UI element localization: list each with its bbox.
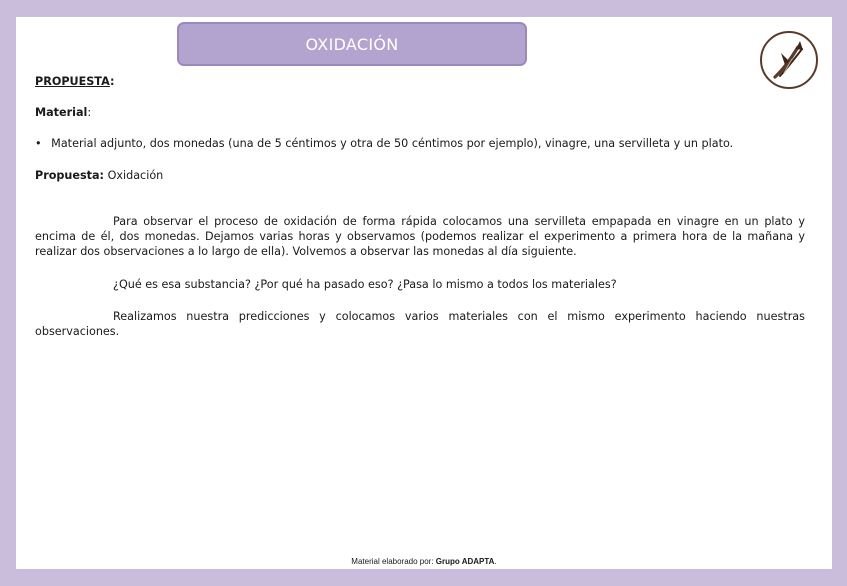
bullet: •: [35, 137, 42, 150]
paragraph-predictions: Realizamos nuestra predicciones y colocamos varios materiales con el mismo experimento haciendo nuestras observaciones.: [35, 310, 805, 338]
propuesta-heading: PROPUESTA: [35, 75, 110, 88]
material-item-text: Material adjunto, dos monedas (una de 5 céntimos y otra de 50 céntimos por ejemplo), vinagre, una servilleta y un plato.: [51, 137, 734, 150]
paragraph-procedure: Para observar el proceso de oxidación de forma rápida colocamos una servilleta empapada en vinagre en un plato y encima de él, dos monedas. Dejamos varias horas y observamos (podemos realizar el experimento a primera hora de la mañana y realizar dos observaciones a lo largo de ella). Volvemos a observar las monedas al día siguiente.: [35, 215, 805, 258]
paragraph-questions: ¿Qué es esa substancia? ¿Por qué ha pasado eso? ¿Pasa lo mismo a todos los materiales?: [113, 278, 617, 291]
footer-credit: [16, 557, 832, 567]
material-colon: :: [87, 106, 92, 119]
footer-author: Grupo ADAPTA: [435, 557, 495, 566]
title-banner: [177, 22, 527, 66]
material-heading-row: [35, 105, 91, 120]
material-list-item: [35, 136, 733, 151]
brush-pen-logo-icon: [758, 29, 820, 91]
propuesta-row: [35, 168, 163, 183]
document-page: [16, 17, 832, 569]
footer-suffix: .: [494, 557, 497, 566]
propuesta-value: Oxidación: [107, 169, 164, 182]
material-label: Material: [35, 106, 88, 119]
propuesta-heading-row: [35, 74, 114, 89]
footer-prefix: Material elaborado por:: [351, 557, 436, 566]
page-title: OXIDACIÓN: [305, 34, 399, 54]
propuesta-heading-colon: :: [109, 75, 115, 88]
propuesta-label: Propuesta:: [35, 169, 104, 182]
